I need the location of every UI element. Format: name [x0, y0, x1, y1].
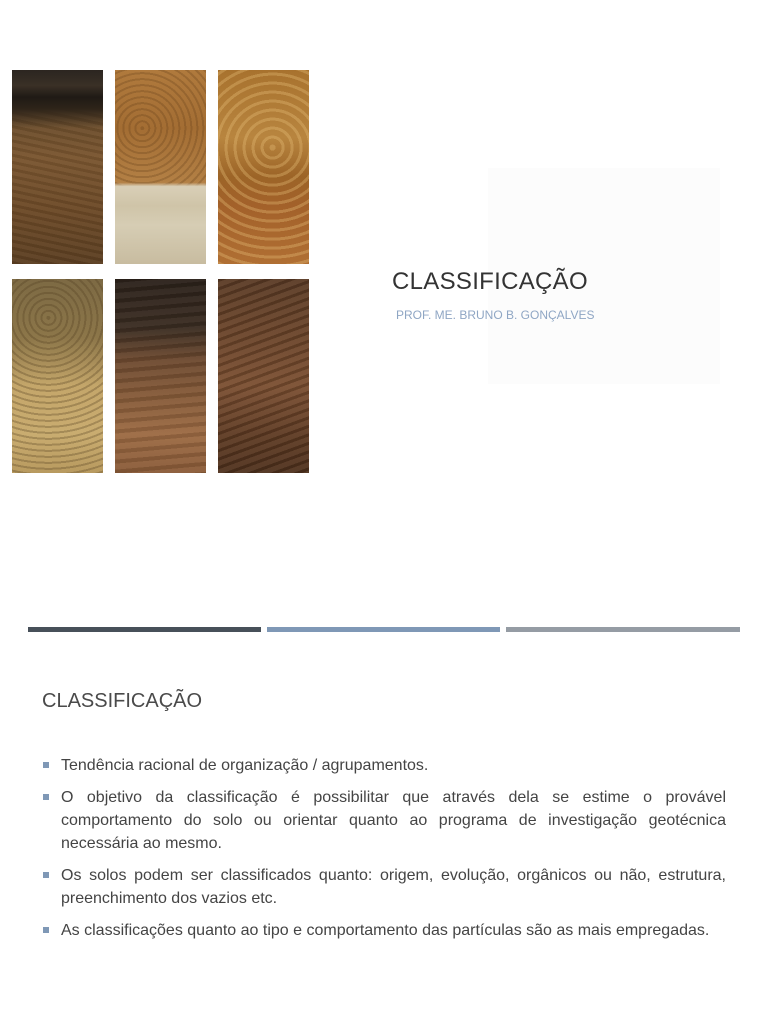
bullet-list	[42, 754, 726, 951]
soil-profile-image	[115, 70, 206, 264]
soil-profile-image	[115, 279, 206, 473]
bullet-text: Os solos podem ser classificados quanto: origem, evolução, orgânicos ou não, estrutura, preenchimento dos vazios etc.	[61, 867, 726, 907]
soil-profile-image	[218, 279, 309, 473]
bullet-item	[42, 754, 726, 777]
soil-photo-grid	[12, 70, 310, 474]
soil-profile-image	[218, 70, 309, 264]
square-bullet-icon	[43, 762, 49, 768]
bullet-text: O objetivo da classificação é possibilitar que através dela se estime o provável comportamento do solo ou orientar quanto ao programa de investigação geotécnica necessária ao mesmo.	[61, 789, 726, 852]
bullet-item	[42, 786, 726, 855]
bullet-item	[42, 919, 726, 942]
author-subtitle: PROF. ME. BRUNO B. GONÇALVES	[396, 308, 595, 322]
square-bullet-icon	[43, 872, 49, 878]
divider-bar-blue	[267, 627, 500, 632]
soil-profile-image	[12, 279, 103, 473]
divider-bar-gray	[506, 627, 740, 632]
bullet-text: As classificações quanto ao tipo e comportamento das partículas são as mais empregadas.	[61, 922, 710, 939]
square-bullet-icon	[43, 794, 49, 800]
soil-profile-image	[12, 70, 103, 264]
slide-title: CLASSIFICAÇÃO	[392, 268, 588, 295]
content-slide-title: CLASSIFICAÇÃO	[42, 690, 203, 712]
bullet-item	[42, 864, 726, 910]
bullet-text: Tendência racional de organização / agrupamentos.	[61, 757, 429, 774]
section-divider	[28, 627, 740, 632]
divider-bar-dark	[28, 627, 261, 632]
square-bullet-icon	[43, 927, 49, 933]
